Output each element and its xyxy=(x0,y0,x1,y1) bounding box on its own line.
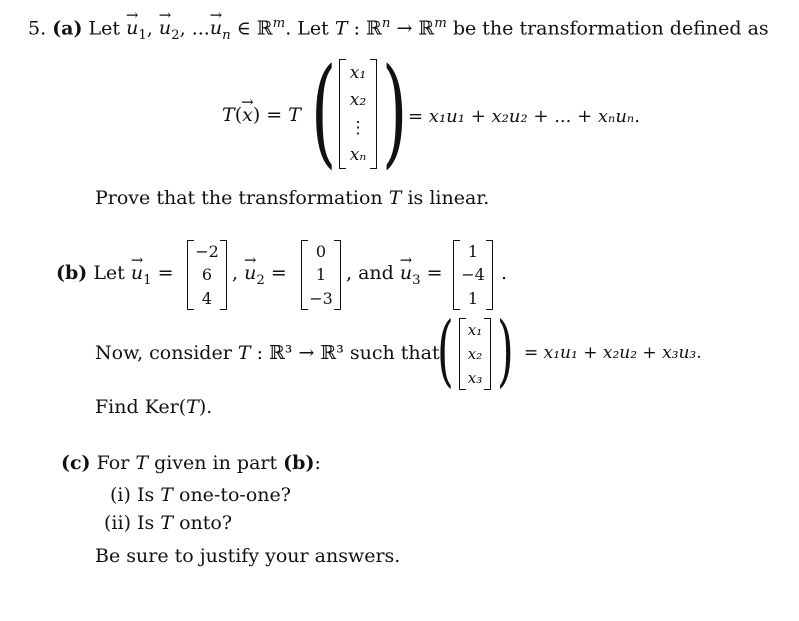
problem-number: 5. xyxy=(28,17,47,40)
vector-x-b xyxy=(459,318,491,390)
c-ii-text: Is xyxy=(137,512,155,534)
map-arrow: → ℝ xyxy=(396,17,435,40)
entry-xn: xₙ xyxy=(349,145,367,166)
part-b-now xyxy=(95,342,440,364)
eq-a-lhs: T(→ x) = T xyxy=(222,104,301,126)
c-i-label: (i) xyxy=(110,484,131,506)
b-eq2: = xyxy=(270,262,287,284)
u2-entry-0: 0 xyxy=(315,242,327,262)
u1-entry-1: 6 xyxy=(201,265,213,285)
in-set: ∈ ℝ xyxy=(236,17,273,40)
c-colon: : xyxy=(314,452,321,474)
find-text: Find Ker( xyxy=(95,396,187,418)
dots: ... xyxy=(191,17,210,40)
c-ii-tail: onto? xyxy=(179,512,233,534)
c-item-ii xyxy=(104,512,232,534)
u3-entry-0: 1 xyxy=(467,242,479,262)
u1-entry-2: 4 xyxy=(201,288,213,308)
prove-text: Prove that the transformation xyxy=(95,187,383,209)
eq-a-rhs: = x₁u₁ + x₂u₂ + ... + xₙuₙ. xyxy=(408,106,640,127)
c-i-tail: one-to-one? xyxy=(179,484,291,506)
matrix-u2 xyxy=(301,240,341,310)
c-for: For xyxy=(96,452,130,474)
b-period: . xyxy=(501,262,508,284)
entry-x2: x₂ xyxy=(349,90,367,111)
sup-m: m xyxy=(272,16,286,31)
prove-t: T xyxy=(388,187,402,209)
c-justify: Be sure to justify your answers. xyxy=(95,545,401,567)
part-c-label: (c) xyxy=(61,452,91,474)
sub-2: 2 xyxy=(171,28,180,44)
c-ii-label: (ii) xyxy=(104,512,131,534)
eq-t2: T xyxy=(288,104,301,126)
b-vector-u1: → u xyxy=(131,262,143,284)
part-c-intro xyxy=(61,452,321,474)
c-ii-t: T xyxy=(160,512,174,534)
u3-entry-2: 1 xyxy=(467,288,479,308)
xb-entry-1: x₂ xyxy=(467,345,483,363)
part-b-u3: , and → $u_3$ = xyxy=(346,262,443,288)
find-tail: ). xyxy=(198,396,213,418)
sup-m2: m xyxy=(434,16,447,31)
part-a-intro: 5. (a) Let → $u_1$, → $u_2$, ...→ $u_n$ ∈ ℝ$^m$. Let T : ℝ$^n$ → ℝ$^m$ be the transformation defined as xyxy=(28,16,769,43)
vector-u1: → u xyxy=(126,17,138,39)
symbol-t: T xyxy=(334,17,348,40)
map-domain: : ℝ xyxy=(353,17,382,40)
xb-entry-0: x₁ xyxy=(467,321,483,339)
prove-tail: is linear. xyxy=(407,187,490,209)
u1-entry-0: −2 xyxy=(195,242,219,262)
b-eq1: = xyxy=(157,262,174,284)
b-vector-u3: → u xyxy=(400,262,412,284)
part-b-let: (b) Let → $u_1$ = xyxy=(56,262,174,288)
intro-tail: be the transformation defined as xyxy=(452,17,769,40)
part-a-label: (a) xyxy=(52,17,83,40)
intro-let: Let xyxy=(88,17,121,40)
find-t: T xyxy=(186,396,199,418)
entry-x1: x₁ xyxy=(349,62,367,83)
xb-entry-2: x₃ xyxy=(467,369,483,387)
c-item-i xyxy=(110,484,291,506)
matrix-u3 xyxy=(453,240,493,310)
entry-vdots: ⋮ xyxy=(349,117,367,138)
right-paren-a: ) xyxy=(382,42,408,180)
part-b-label: (b) xyxy=(56,262,88,284)
u2-entry-2: −3 xyxy=(309,288,333,308)
b-t: T xyxy=(237,342,251,364)
b-vector-u2: → u xyxy=(244,262,256,284)
c-part-ref: (b) xyxy=(283,452,315,474)
right-paren-b: ) xyxy=(497,306,514,396)
left-paren-a: ( xyxy=(311,42,337,180)
vector-un: → u xyxy=(210,17,222,39)
vector-x-a xyxy=(339,59,377,169)
c-given: given in part xyxy=(154,452,278,474)
b-comma: , xyxy=(232,262,239,284)
c-t: T xyxy=(135,452,149,474)
b-and: , and xyxy=(346,262,394,284)
eq-t: T xyxy=(222,104,235,126)
vector-u2: → u xyxy=(159,17,171,39)
part-b-find xyxy=(95,396,212,418)
b-let: Let xyxy=(93,262,125,284)
part-b-u2: , → $u_2$ = xyxy=(232,262,287,288)
b-map: : ℝ³ → ℝ³ such that xyxy=(256,342,440,364)
b-eq3: = xyxy=(426,262,443,284)
prove-line xyxy=(95,187,489,209)
eq-equals: = xyxy=(266,104,283,126)
b-now: Now, consider xyxy=(95,342,232,364)
sup-n: n xyxy=(381,16,391,31)
c-i-t: T xyxy=(160,484,173,506)
u3-entry-1: −4 xyxy=(461,265,485,285)
c-i-text: Is xyxy=(136,484,155,506)
sub-n: n xyxy=(222,28,231,44)
left-paren-b: ( xyxy=(437,306,454,396)
b-rhs: = x₁u₁ + x₂u₂ + x₃u₃. xyxy=(524,343,702,363)
u2-entry-1: 1 xyxy=(315,265,327,285)
sub-1: 1 xyxy=(138,28,147,44)
vector-x: → x xyxy=(242,104,253,126)
matrix-u1 xyxy=(187,240,227,310)
let-t: . Let xyxy=(285,17,329,40)
